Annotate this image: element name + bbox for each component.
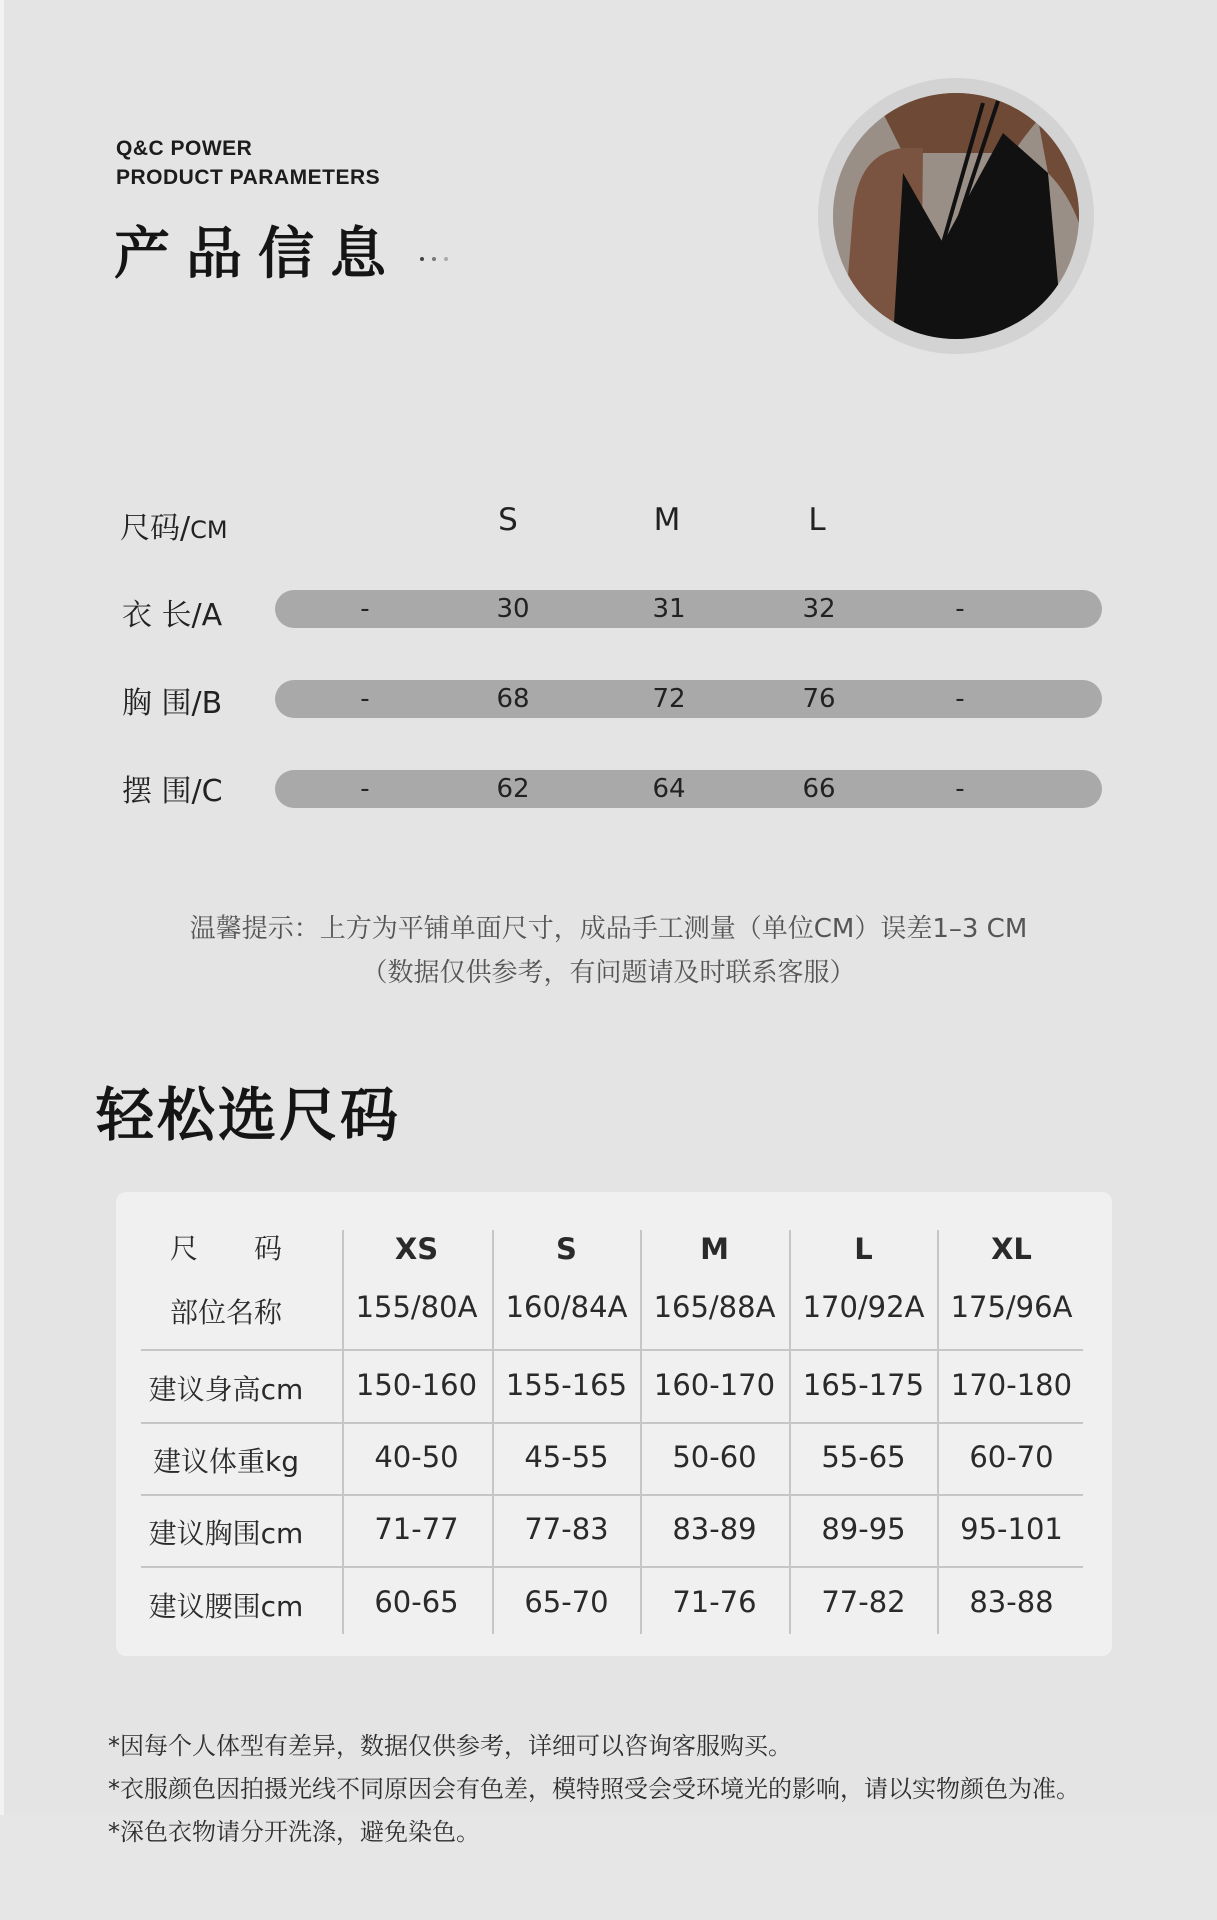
- pill-value: -: [360, 774, 370, 804]
- pill-value: 64: [652, 774, 686, 804]
- table-cell: 60-65: [374, 1585, 459, 1619]
- row-label-chest-size: 建议胸围cm: [148, 1517, 304, 1550]
- model-camisole-illustration: [833, 93, 1079, 339]
- table-cell: 65-70: [524, 1585, 609, 1619]
- pill-value: 31: [652, 594, 686, 624]
- pill-hem: [275, 770, 1102, 808]
- reference-note: （数据仅供参考，有问题请及时联系客服）: [361, 958, 856, 988]
- column-spec: 155/80A: [355, 1290, 478, 1324]
- pill-value: 30: [496, 594, 530, 624]
- footnote: *深色衣物请分开洗涤，避免染色。: [108, 1818, 480, 1846]
- table-cell: 170-180: [950, 1368, 1073, 1402]
- table-cell: 83-88: [969, 1585, 1054, 1619]
- row-divider: [141, 1566, 1083, 1568]
- table-cell: 71-76: [672, 1585, 757, 1619]
- table-cell: 40-50: [374, 1440, 459, 1474]
- size-head-s: S: [498, 502, 518, 538]
- table-cell: 77-82: [821, 1585, 906, 1619]
- pill-value: -: [360, 594, 370, 624]
- pill-value: 76: [802, 684, 836, 714]
- row-label-chest: 胸 围/B: [122, 686, 223, 721]
- title-dots-decoration: [420, 246, 456, 265]
- measurement-note: 温馨提示：上方为平铺单面尺寸，成品手工测量（单位CM）误差1–3 CM: [189, 914, 1028, 944]
- pill-value: -: [955, 594, 965, 624]
- table-cell: 71-77: [374, 1512, 459, 1546]
- row-label-height: 建议身高cm: [148, 1373, 304, 1406]
- size-label-text: 尺码/: [120, 511, 191, 546]
- row-divider: [141, 1422, 1083, 1424]
- table-cell: 50-60: [672, 1440, 757, 1474]
- table-cell: 77-83: [524, 1512, 609, 1546]
- size-guide-card: [116, 1192, 1112, 1656]
- column-spec: 165/88A: [653, 1290, 776, 1324]
- table-cell: 83-89: [672, 1512, 757, 1546]
- row-label-weight: 建议体重kg: [153, 1445, 299, 1478]
- size-head-l: L: [808, 502, 826, 538]
- pill-value: 66: [802, 774, 836, 804]
- page-title: 产品信息: [114, 222, 402, 287]
- table-cell: 165-175: [802, 1368, 925, 1402]
- table-cell: 55-65: [821, 1440, 906, 1474]
- row-divider: [141, 1494, 1083, 1496]
- table-cell: 160-170: [653, 1368, 776, 1402]
- footnote: *衣服颜色因拍摄光线不同原因会有色差，模特照受会受环境光的影响，请以实物颜色为准。: [108, 1775, 1080, 1803]
- pill-value: -: [955, 684, 965, 714]
- pill-value: 62: [496, 774, 530, 804]
- pill-value: 72: [652, 684, 686, 714]
- size-head-m: M: [653, 502, 681, 538]
- brand-subtitle: PRODUCT PARAMETERS: [116, 166, 381, 189]
- corner-size-label: 尺 码: [169, 1232, 282, 1265]
- pill-value: 68: [496, 684, 530, 714]
- column-size-s: S: [556, 1232, 577, 1266]
- column-size-m: M: [700, 1232, 729, 1266]
- size-header-label: [120, 503, 228, 547]
- product-photo: [833, 93, 1079, 339]
- pill-length: [275, 590, 1102, 628]
- table-cell: 45-55: [524, 1440, 609, 1474]
- column-size-xs: XS: [394, 1232, 439, 1266]
- brand-block: [116, 134, 380, 192]
- table-cell: 60-70: [969, 1440, 1054, 1474]
- row-divider: [141, 1349, 1083, 1351]
- row-label-length: 衣 长/A: [122, 598, 223, 633]
- section-title-size-guide: 轻松选尺码: [96, 1081, 402, 1149]
- pill-value: 32: [802, 594, 836, 624]
- corner-part-label: 部位名称: [169, 1296, 282, 1329]
- column-size-l: L: [854, 1232, 873, 1266]
- row-label-hem: 摆 围/C: [122, 774, 223, 809]
- table-cell: 150-160: [355, 1368, 478, 1402]
- brand-name: Q&C POWER: [116, 137, 253, 160]
- size-unit: CM: [190, 516, 228, 544]
- column-spec: 175/96A: [950, 1290, 1073, 1324]
- pill-chest: [275, 680, 1102, 718]
- table-cell: 95-101: [960, 1512, 1063, 1546]
- table-cell: 89-95: [821, 1512, 906, 1546]
- column-spec: 170/92A: [802, 1290, 925, 1324]
- table-cell: 155-165: [505, 1368, 628, 1402]
- footnote: *因每个人体型有差异，数据仅供参考，详细可以咨询客服购买。: [108, 1732, 792, 1760]
- pill-value: -: [955, 774, 965, 804]
- column-size-xl: XL: [991, 1232, 1032, 1266]
- column-spec: 160/84A: [505, 1290, 628, 1324]
- row-label-waist: 建议腰围cm: [148, 1590, 304, 1623]
- pill-value: -: [360, 684, 370, 714]
